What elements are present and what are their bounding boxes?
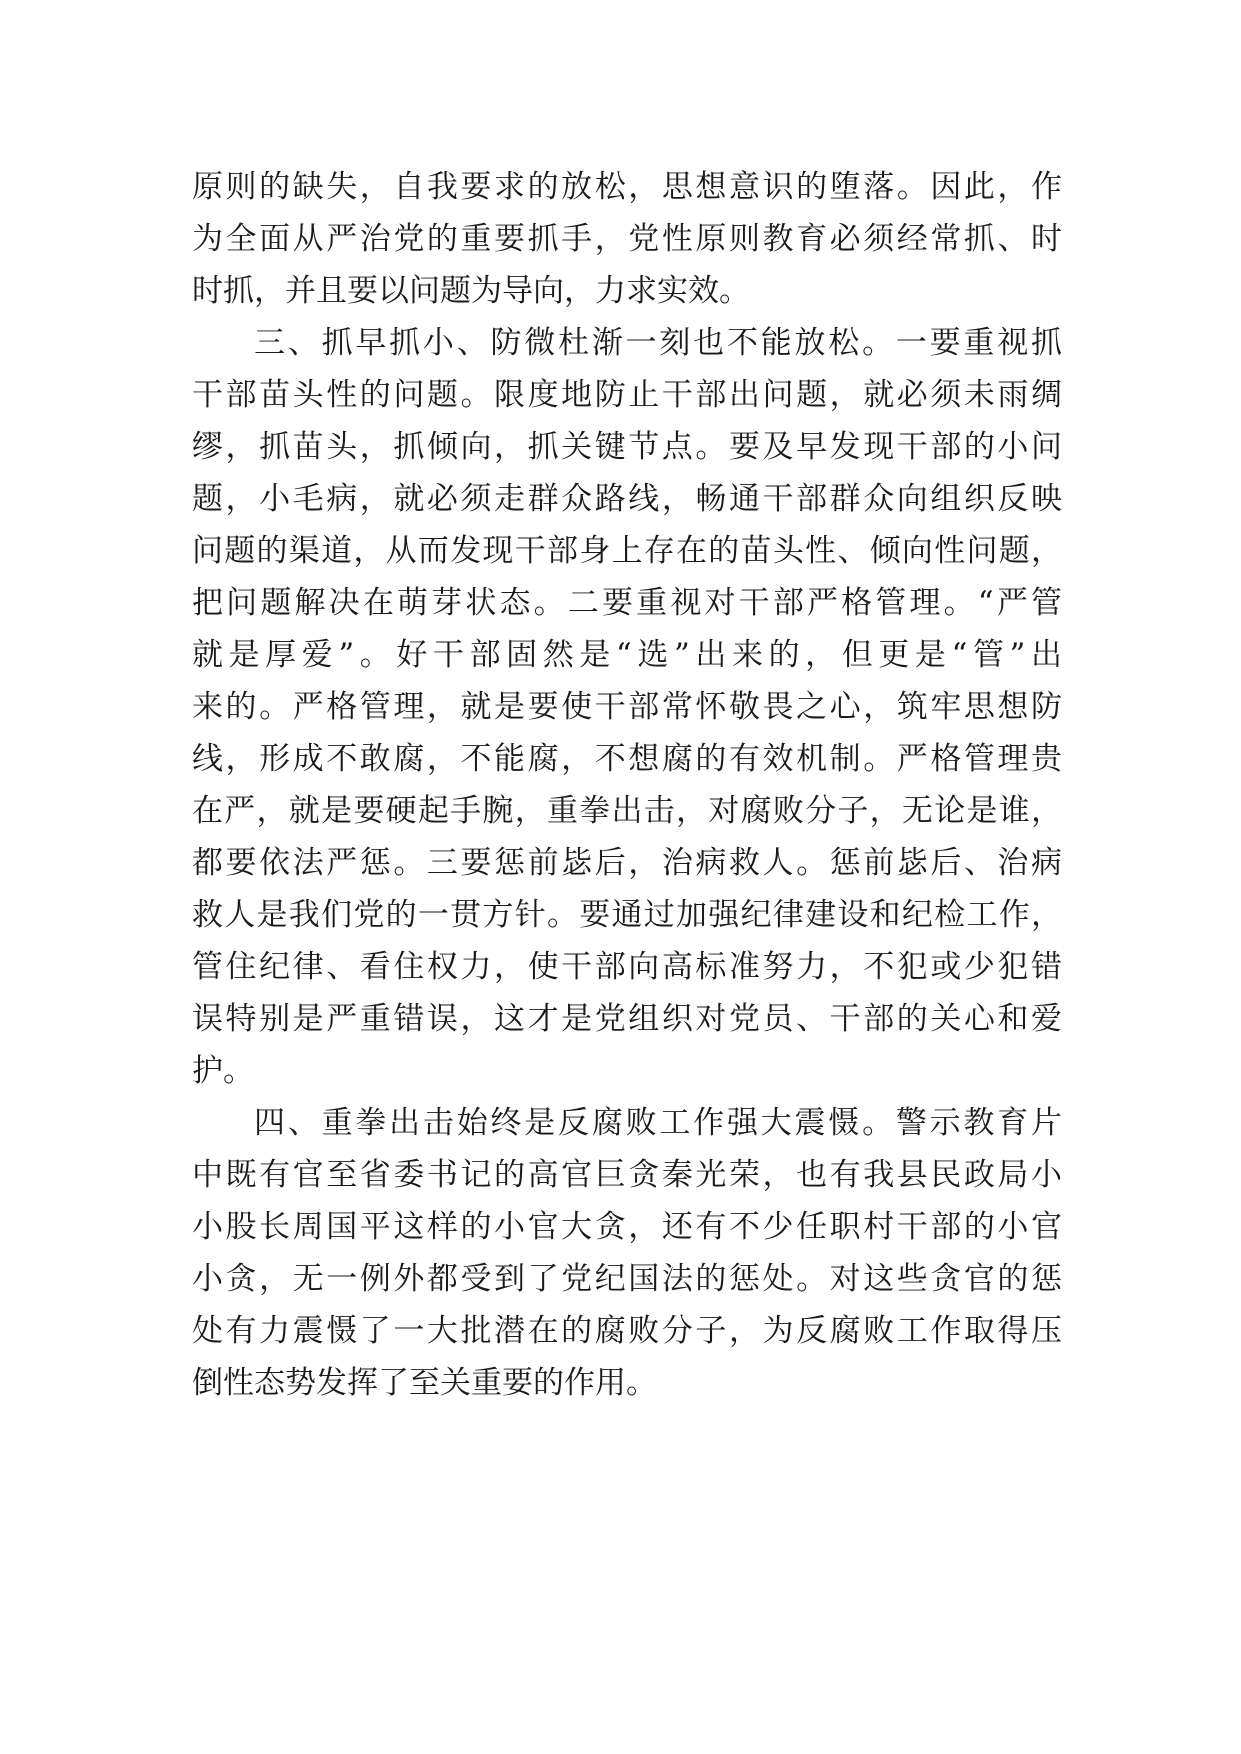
text-line: 为全面从严治党的重要抓手，党性原则教育必须经常抓、时	[192, 221, 1062, 257]
text-line: 误特别是严重错误，这才是党组织对党员、干部的关心和爱	[192, 1001, 1062, 1037]
text-line: 管住纪律、看住权力，使干部向高标准努力，不犯或少犯错	[192, 949, 1062, 985]
text-line: 问题的渠道，从而发现干部身上存在的苗头性、倾向性问题，	[192, 533, 1062, 569]
text-line: 都要依法严惩。三要惩前毖后，治病救人。惩前毖后、治病	[192, 845, 1062, 881]
text-line: 来的。严格管理，就是要使干部常怀敬畏之心，筑牢思想防	[192, 689, 1062, 725]
text-line: 小股长周国平这样的小官大贪，还有不少任职村干部的小官	[192, 1209, 1062, 1245]
text-line: 原则的缺失，自我要求的放松，思想意识的堕落。因此，作	[192, 169, 1062, 205]
text-line: 处有力震慑了一大批潜在的腐败分子，为反腐败工作取得压	[192, 1313, 1062, 1349]
body-text	[192, 161, 1062, 1409]
text-line: 四、重拳出击始终是反腐败工作强大震慑。警示教育片	[254, 1105, 1062, 1141]
paragraph-3	[192, 1097, 1062, 1409]
text-line: 就是厚爱”。好干部固然是“选”出来的，但更是“管”出	[192, 637, 1062, 673]
text-line: 线，形成不敢腐，不能腐，不想腐的有效机制。严格管理贵	[192, 741, 1062, 777]
text-line: 把问题解决在萌芽状态。二要重视对干部严格管理。“严管	[192, 585, 1062, 621]
text-line: 干部苗头性的问题。限度地防止干部出问题，就必须未雨绸	[192, 377, 1062, 413]
text-line: 三、抓早抓小、防微杜渐一刻也不能放松。一要重视抓	[254, 325, 1062, 361]
text-line: 中既有官至省委书记的高官巨贪秦光荣，也有我县民政局小	[192, 1157, 1062, 1193]
text-line: 缪，抓苗头，抓倾向，抓关键节点。要及早发现干部的小问	[192, 429, 1062, 465]
paragraph-2	[192, 317, 1062, 1097]
text-line: 救人是我们党的一贯方针。要通过加强纪律建设和纪检工作，	[192, 897, 1062, 933]
text-line: 在严，就是要硬起手腕，重拳出击，对腐败分子，无论是谁，	[192, 793, 1062, 829]
text-line: 小贪，无一例外都受到了党纪国法的惩处。对这些贪官的惩	[192, 1261, 1062, 1297]
text-line: 题，小毛病，就必须走群众路线，畅通干部群众向组织反映	[192, 481, 1062, 517]
text-line: 护。	[192, 1053, 254, 1089]
text-line: 时抓，并且要以问题为导向，力求实效。	[192, 273, 750, 309]
paragraph-1	[192, 161, 1062, 317]
text-line: 倒性态势发挥了至关重要的作用。	[192, 1365, 657, 1401]
